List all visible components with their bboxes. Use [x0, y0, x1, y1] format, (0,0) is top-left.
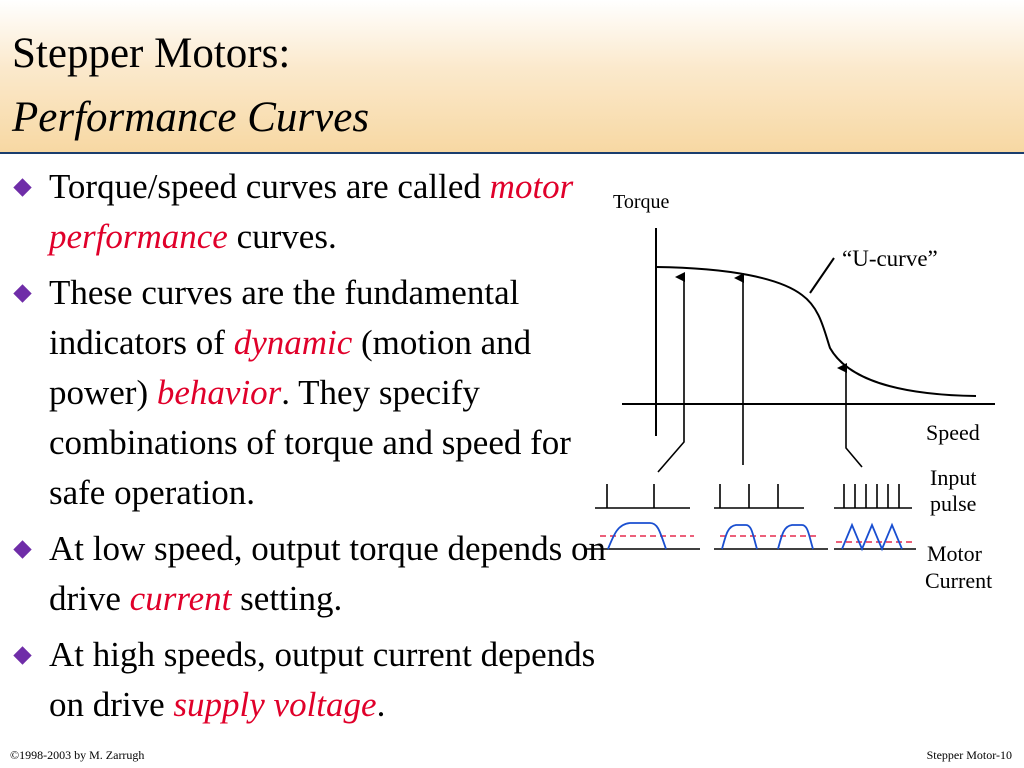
diamond-bullet-icon — [13, 646, 31, 664]
bullet-text: At high speeds, output current depends on drive — [49, 635, 596, 724]
motor-current-waves — [586, 523, 916, 549]
u-curve-label: “U-curve” — [842, 246, 938, 271]
copyright-footer: ©1998-2003 by M. Zarrugh — [10, 748, 145, 762]
emphasis-text: motor performance — [49, 167, 574, 256]
bullet-text: At low speed, output torque depends on drive — [49, 529, 606, 618]
bullet-text: . — [376, 685, 386, 724]
slide-number-footer: Stepper Motor-10 — [926, 748, 1012, 762]
emphasis-text: current — [129, 579, 232, 618]
diamond-bullet-icon — [13, 540, 31, 558]
performance-curve-diagram — [580, 180, 1020, 600]
arrow-fast — [846, 368, 862, 467]
bullet-item — [14, 268, 624, 518]
current-wave-medium — [714, 525, 828, 549]
pulse-train-slow — [595, 484, 690, 508]
motor-current-label: Current — [925, 568, 993, 593]
bullet-text: Torque/speed curves are called — [49, 167, 490, 206]
motor-current-label: Motor — [927, 541, 982, 566]
arrow-slow — [658, 277, 684, 472]
pulse-train-medium — [714, 484, 804, 508]
input-pulse-label: Input — [930, 465, 977, 490]
emphasis-text: dynamic — [233, 323, 353, 362]
pulse-arrows — [658, 277, 862, 472]
input-pulse-trains — [595, 484, 912, 508]
diamond-bullet-icon — [13, 284, 31, 302]
bullet-item — [14, 162, 624, 262]
bullet-list — [14, 162, 624, 736]
emphasis-text: behavior — [156, 373, 282, 412]
u-curve — [656, 267, 976, 396]
bullet-text: . They specify combinations of torque and speed for safe operation. — [49, 373, 571, 512]
current-wave-fast — [834, 525, 916, 549]
bullet-text: These curves are the fundamental indicators of — [49, 273, 520, 362]
input-pulse-label: pulse — [930, 491, 977, 516]
bullet-item — [14, 524, 624, 624]
u-curve-leader — [810, 258, 834, 293]
speed-label: Speed — [926, 420, 980, 445]
pulse-train-fast — [834, 484, 912, 508]
slide-title: Stepper Motors: — [12, 30, 291, 77]
bullet-item — [14, 630, 624, 730]
bullet-text: (motion and power) — [49, 323, 532, 412]
bullet-text: curves. — [227, 217, 337, 256]
slide-header — [0, 0, 1024, 154]
torque-axis-label: Torque — [613, 191, 670, 213]
bullet-text: setting. — [231, 579, 343, 618]
slide-subtitle: Performance Curves — [12, 94, 370, 141]
emphasis-text: supply voltage — [173, 685, 377, 724]
current-wave-slow — [586, 523, 700, 549]
diamond-bullet-icon — [13, 178, 31, 196]
